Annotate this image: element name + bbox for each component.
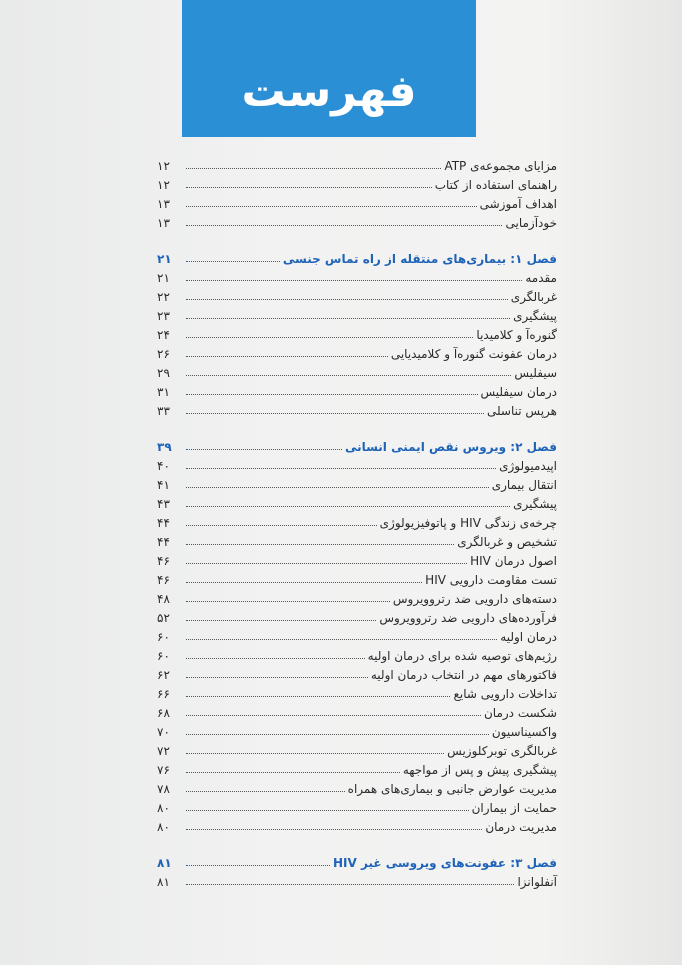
page-number: ۲۱ [157, 252, 172, 266]
entry-label: مقدمه [525, 271, 557, 285]
toc-entry-row [157, 173, 557, 192]
toc-entry-row [157, 304, 557, 323]
entry-label: راهنمای استفاده از کتاب [434, 178, 557, 192]
page-number: ۲۱ [157, 271, 170, 285]
dot-leader [186, 714, 481, 716]
entry-label: فرآورده‌های دارویی ضد رتروویروس [379, 611, 557, 625]
page-number: ۷۶ [157, 763, 170, 777]
entry-label: مدیریت درمان [485, 820, 557, 834]
toc-entry-row [157, 473, 557, 492]
entry-label: درمان عفونت گنوره‌آ و کلامیدیایی [390, 347, 557, 361]
dot-leader [186, 657, 365, 659]
table-of-contents [157, 154, 557, 889]
toc-entry-row [157, 211, 557, 230]
toc-entry-row [157, 361, 557, 380]
dot-leader [186, 864, 330, 866]
toc-entry-row [157, 796, 557, 815]
entry-label: مدیریت عوارض جانبی و بیماری‌های همراه [347, 782, 557, 796]
entry-label: گنوره‌آ و کلامیدیا [476, 328, 557, 342]
dot-leader [186, 317, 510, 319]
toc-chapter-row [157, 435, 557, 454]
entry-label: مزایای مجموعه‌ی ATP [444, 159, 557, 173]
toc-entry-row [157, 758, 557, 777]
dot-leader [186, 355, 388, 357]
page-number: ۳۹ [157, 440, 172, 454]
dot-leader [186, 733, 489, 735]
page-number: ۶۶ [157, 687, 170, 701]
entry-label: چرخه‌ی زندگی HIV و پاتوفیزیولوژی [379, 516, 557, 530]
page-number: ۴۱ [157, 478, 170, 492]
chapter-title: فصل ۳: عفونت‌های ویروسی غیر HIV [333, 856, 557, 870]
dot-leader [186, 543, 454, 545]
page-number: ۲۳ [157, 309, 170, 323]
page-number: ۶۸ [157, 706, 170, 720]
dot-leader [186, 809, 469, 811]
entry-label: رژیم‌های توصیه شده برای درمان اولیه [367, 649, 557, 663]
entry-label: هرپس تناسلی [486, 404, 557, 418]
page-number: ۲۹ [157, 366, 170, 380]
dot-leader [186, 260, 280, 262]
page-number: ۴۴ [157, 516, 170, 530]
entry-label: غربالگری توبرکلوزیس [447, 744, 557, 758]
entry-label: حمایت از بیماران [471, 801, 557, 815]
toc-entry-row [157, 399, 557, 418]
entry-label: تست مقاومت دارویی HIV [425, 573, 557, 587]
entry-label: پیشگیری [513, 309, 557, 323]
dot-leader [186, 676, 368, 678]
page-number: ۴۰ [157, 459, 170, 473]
dot-leader [186, 224, 502, 226]
section-gap [157, 834, 557, 851]
page-number: ۶۲ [157, 668, 170, 682]
dot-leader [186, 298, 508, 300]
dot-leader [186, 581, 422, 583]
entry-label: شکست درمان [483, 706, 557, 720]
dot-leader [186, 167, 441, 169]
dot-leader [186, 619, 376, 621]
entry-label: دسته‌های دارویی ضد رتروویروس [392, 592, 557, 606]
dot-leader [186, 883, 514, 885]
page-number: ۸۰ [157, 801, 170, 815]
entry-label: آنفلوانزا [517, 875, 557, 889]
toc-entry-row [157, 568, 557, 587]
toc-entry-row [157, 323, 557, 342]
entry-label: تشخیص و غربالگری [457, 535, 557, 549]
toc-entry-row [157, 549, 557, 568]
dot-leader [186, 467, 496, 469]
toc-entry-row [157, 285, 557, 304]
page-number: ۸۱ [157, 875, 170, 889]
dot-leader [186, 790, 345, 792]
entry-label: اهداف آموزشی [479, 197, 557, 211]
page-number: ۳۳ [157, 404, 170, 418]
toc-entry-row [157, 606, 557, 625]
dot-leader [186, 374, 511, 376]
page-number: ۷۰ [157, 725, 170, 739]
toc-entry-row [157, 587, 557, 606]
entry-label: تداخلات دارویی شایع [453, 687, 557, 701]
dot-leader [186, 638, 497, 640]
toc-entry-row [157, 454, 557, 473]
toc-entry-row [157, 192, 557, 211]
toc-entry-row [157, 777, 557, 796]
toc-entry-row [157, 511, 557, 530]
page-number: ۶۰ [157, 630, 170, 644]
entry-label: پیشگیری پیش و پس از مواجهه [402, 763, 557, 777]
page-number: ۲۴ [157, 328, 170, 342]
page-number: ۴۶ [157, 554, 170, 568]
page-number: ۱۲ [157, 178, 170, 192]
entry-label: خودآزمایی [505, 216, 557, 230]
page-number: ۷۲ [157, 744, 170, 758]
toc-entry-row [157, 492, 557, 511]
page-number: ۲۶ [157, 347, 170, 361]
page-number: ۴۸ [157, 592, 170, 606]
toc-entry-row [157, 625, 557, 644]
dot-leader [186, 752, 444, 754]
dot-leader [186, 279, 522, 281]
toc-entry-row [157, 380, 557, 399]
dot-leader [186, 771, 400, 773]
page-number: ۸۰ [157, 820, 170, 834]
toc-entry-row [157, 739, 557, 758]
toc-entry-row [157, 530, 557, 549]
page-number: ۴۶ [157, 573, 170, 587]
dot-leader [186, 412, 484, 414]
entry-label: اپیدمیولوژی [499, 459, 557, 473]
title-banner [182, 0, 476, 137]
dot-leader [186, 205, 477, 207]
entry-label: پیشگیری [513, 497, 557, 511]
dot-leader [186, 600, 390, 602]
page-number: ۷۸ [157, 782, 170, 796]
dot-leader [186, 828, 482, 830]
dot-leader [186, 524, 377, 526]
toc-entry-row [157, 870, 557, 889]
page-number: ۴۴ [157, 535, 170, 549]
page-title: فهرست [241, 66, 417, 117]
toc-entry-row [157, 815, 557, 834]
page-number: ۲۲ [157, 290, 170, 304]
entry-label: اصول درمان HIV [470, 554, 557, 568]
entry-label: درمان سیفلیس [480, 385, 557, 399]
toc-entry-row [157, 682, 557, 701]
entry-label: انتقال بیماری [491, 478, 557, 492]
page-number: ۱۲ [157, 159, 170, 173]
dot-leader [186, 695, 450, 697]
page-number: ۱۳ [157, 216, 170, 230]
page-number: ۵۲ [157, 611, 170, 625]
section-gap [157, 418, 557, 435]
toc-entry-row [157, 644, 557, 663]
toc-entry-row [157, 701, 557, 720]
dot-leader [186, 336, 473, 338]
dot-leader [186, 186, 432, 188]
entry-label: درمان اولیه [500, 630, 557, 644]
toc-chapter-row [157, 851, 557, 870]
dot-leader [186, 562, 467, 564]
page-number: ۴۳ [157, 497, 170, 511]
section-gap [157, 230, 557, 247]
entry-label: سیفلیس [514, 366, 557, 380]
toc-entry-row [157, 154, 557, 173]
dot-leader [186, 505, 510, 507]
chapter-title: فصل ۲: ویروس نقص ایمنی انسانی [344, 440, 557, 454]
dot-leader [186, 448, 342, 450]
entry-label: واکسیناسیون [491, 725, 557, 739]
toc-entry-row [157, 266, 557, 285]
toc-chapter-row [157, 247, 557, 266]
toc-entry-row [157, 720, 557, 739]
chapter-title: فصل ۱: بیماری‌های منتقله از راه تماس جنسی [282, 252, 557, 266]
toc-entry-row [157, 342, 557, 361]
page-number: ۳۱ [157, 385, 170, 399]
entry-label: فاکتورهای مهم در انتخاب درمان اولیه [370, 668, 557, 682]
page-number: ۱۳ [157, 197, 170, 211]
entry-label: غربالگری [510, 290, 557, 304]
toc-entry-row [157, 663, 557, 682]
dot-leader [186, 486, 489, 488]
page-number: ۶۰ [157, 649, 170, 663]
dot-leader [186, 393, 478, 395]
page-number: ۸۱ [157, 856, 172, 870]
